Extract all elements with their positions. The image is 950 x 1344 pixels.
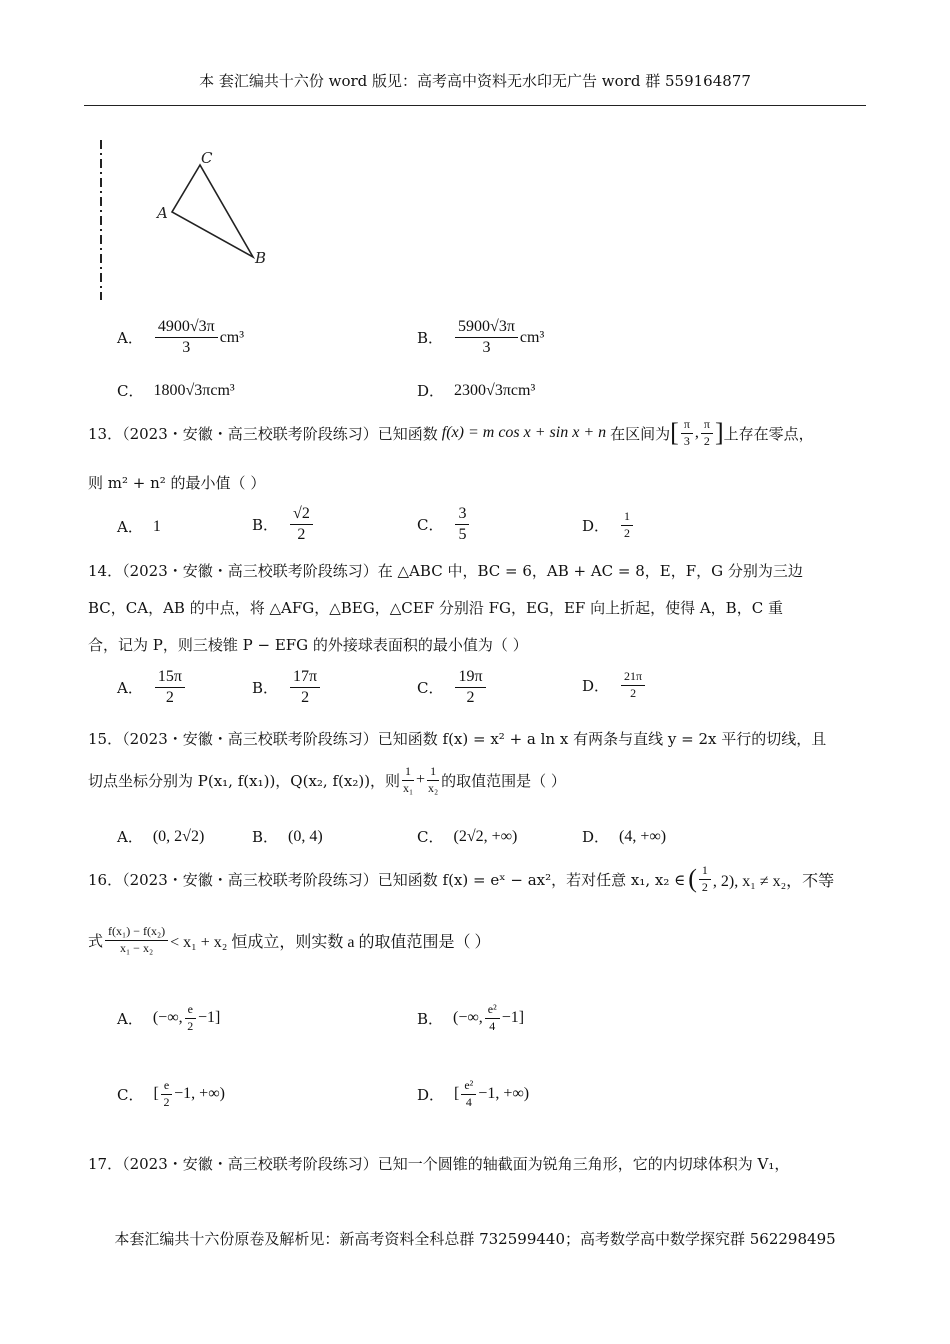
vertex-label-b: B: [255, 249, 267, 267]
q15-stem-line2: 切点坐标分别为 P(x₁, f(x₁))，Q(x₂, f(x₂))，则 $\frac{1}{\text{x₁}}$ + $\frac{1}{\text{x₂}}$ 的取值范围是（ ）: [88, 764, 566, 795]
triangle-acb: [172, 165, 253, 257]
q13-option-d: D． $\frac{1}{2}$: [582, 510, 635, 541]
q14-stem-line3: 合，记为 P，则三棱锥 P − EFG 的外接球表面积的最小值为（ ）: [88, 636, 528, 654]
vertex-label-c: C: [201, 149, 213, 167]
q16-option-c: C． [ $\frac{e}{2}$ −1, +∞): [117, 1078, 225, 1109]
q13-option-a: A． 1: [117, 517, 161, 536]
q13-option-c: C． $\frac{3}{5}$: [417, 505, 471, 545]
q14-option-b: B． $\frac{17\pi}{2}$: [252, 668, 322, 708]
q16-stem-line1: 16．（2023・安徽・高三校联考阶段练习）已知函数 f(x) = eˣ − ax²，若对任意 x₁, x₂ ∈ ( $\frac{1}{2}$ , 2), x₁ ≠ x₂，不等: [88, 863, 835, 894]
q16-option-a: A． (−∞, $\frac{e}{2}$ −1]: [117, 1002, 221, 1033]
q14-stem-line2: BC，CA，AB 的中点，将 △AFG，△BEG，△CEF 分别沿 FG，EG，EF 向上折起，使得 A，B，C 重: [88, 599, 783, 617]
q13-option-b: B． $\frac{√2}{2}$: [252, 505, 315, 545]
q14-option-a: A． $\frac{15\pi}{2}$: [117, 668, 187, 708]
page-footer: 本套汇编共十六份原卷及解析见：新高考资料全科总群 732599440；高考数学高中数学探究群 562298495: [114, 1230, 836, 1248]
q12-option-b: B． $\frac{5900√3\pi}{3}$ cm³: [417, 318, 545, 357]
q15-option-a: A． (0, 2√2): [117, 827, 205, 846]
q15-stem-line1: 15．（2023・安徽・高三校联考阶段练习）已知函数 f(x) = x² + a ln x 有两条与直线 y = 2x 平行的切线，且: [88, 730, 827, 748]
vertex-label-a: A: [157, 204, 168, 222]
q16-option-d: D． [ $\frac{\text{e²}}{4}$ −1, +∞): [417, 1078, 530, 1109]
q16-stem-line2: 式 $\frac{\text{f(x₁) − f(x₂)}}{\text{x₁ − x₂}}$ < x₁ + x₂ 恒成立，则实数 a 的取值范围是（ ）: [88, 924, 491, 955]
q13-stem-line2: 则 m² + n² 的最小值（ ）: [88, 474, 266, 492]
q12-option-c: C． 1800√3πcm³: [117, 381, 235, 400]
triangle-figure: [95, 135, 295, 305]
q13-stem-line1: 13．（2023・安徽・高三校联考阶段练习）已知函数 f(x) = m cos x + sin x + n 在区间为 [ $\frac{\pi}{3}$ , $\frac{\pi}{2}$ ] 上存在零点，: [88, 417, 814, 448]
page-header: 本 套汇编共十六份 word 版见：高考高中资料无水印无广告 word 群 559164877: [199, 72, 751, 90]
header-rule: [84, 105, 866, 106]
q14-stem-line1: 14．（2023・安徽・高三校联考阶段练习）在 △ABC 中，BC = 6，AB + AC = 8，E，F，G 分别为三边: [88, 562, 803, 580]
q12-option-d: D． 2300√3πcm³: [417, 381, 536, 400]
q15-option-c: C． (2√2, +∞): [417, 827, 518, 846]
q15-option-b: B． (0, 4): [252, 827, 323, 846]
q12-option-a: A． $\frac{4900√3\pi}{3}$ cm³: [117, 318, 245, 357]
q17-stem-line1: 17．（2023・安徽・高三校联考阶段练习）已知一个圆锥的轴截面为锐角三角形，它的内切球体积为 V₁，: [88, 1155, 790, 1173]
q14-option-d: D． $\frac{21\pi}{2}$: [582, 670, 647, 701]
q15-option-d: D． (4, +∞): [582, 827, 667, 846]
q16-option-b: B． (−∞, $\frac{\text{e²}}{4}$ −1]: [417, 1002, 525, 1033]
q14-option-c: C． $\frac{19\pi}{2}$: [417, 668, 488, 708]
